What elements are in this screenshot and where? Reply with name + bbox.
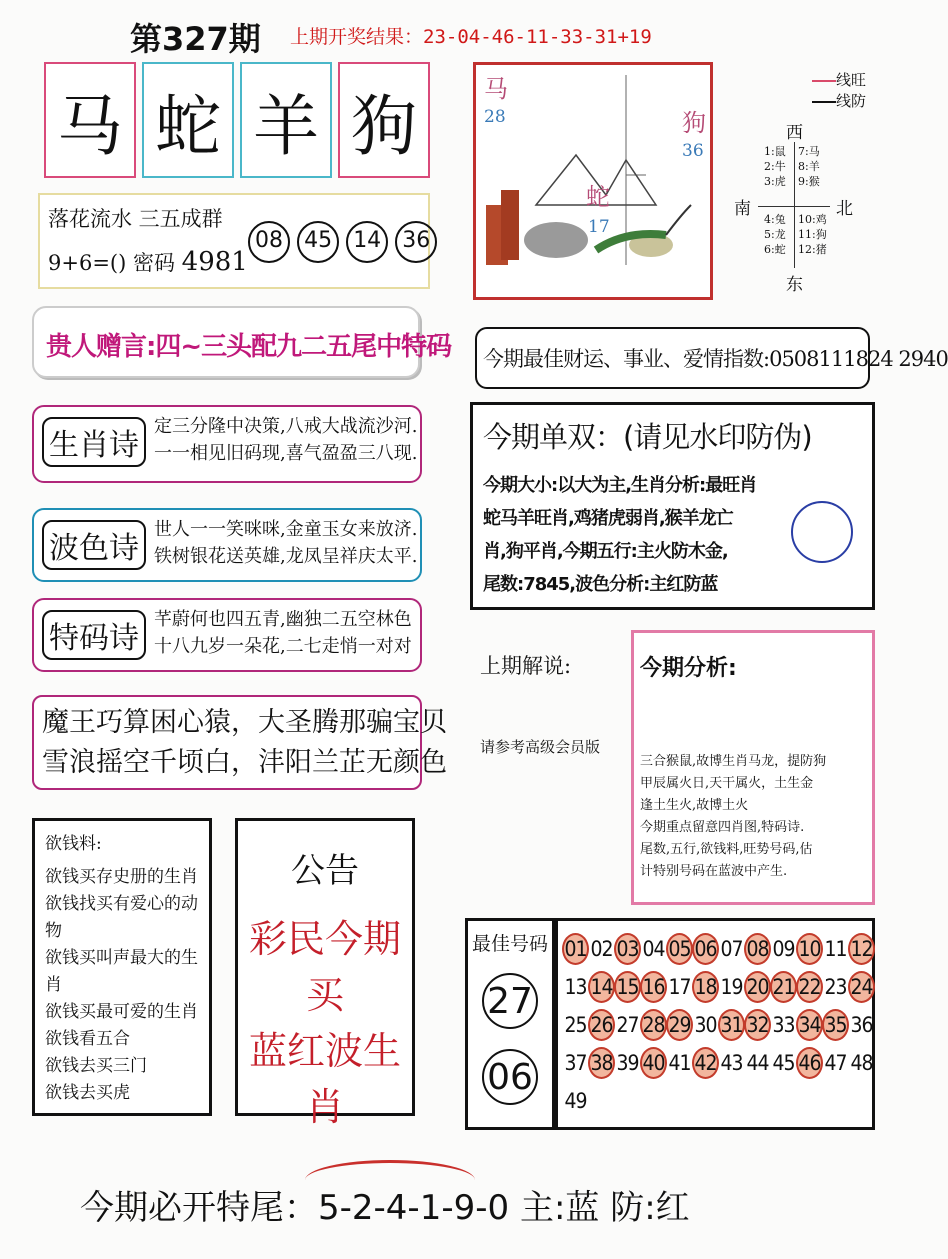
riddle-line-2: 9+6=() 密码	[48, 251, 175, 275]
riddle-number: 36	[395, 221, 437, 263]
money-item: 欲钱找买有爱心的动物	[45, 894, 198, 941]
tip-box	[32, 306, 452, 378]
last-explain-note: 请参考高级会员版	[480, 738, 601, 756]
grid-number: 15	[614, 971, 641, 1003]
grid-number: 30	[694, 1013, 717, 1037]
best-pick: 06	[482, 1049, 538, 1105]
grid-number: 03	[614, 933, 641, 965]
grid-number: 05	[666, 933, 693, 965]
money-item: 欲钱看五合	[45, 1029, 130, 1049]
poem-title: 生肖诗	[42, 417, 146, 467]
grid-number: 35	[822, 1009, 849, 1041]
grid-number: 18	[692, 971, 719, 1003]
grid-number: 07	[720, 937, 743, 961]
grid-number: 45	[772, 1051, 795, 1075]
money-item: 欲钱买存史册的生肖	[45, 867, 198, 887]
grid-number: 38	[588, 1047, 615, 1079]
poem-line: 铁树银花送英雄,龙凤呈祥庆太平.	[154, 546, 418, 567]
poem-title: 特码诗	[42, 610, 146, 660]
grid-number: 34	[796, 1009, 823, 1041]
grid-number: 13	[564, 975, 587, 999]
poem-title: 波色诗	[42, 520, 146, 570]
zodiac-box-2: 蛇	[142, 62, 234, 178]
riddle-box	[38, 193, 430, 289]
last-result: 上期开奖结果：23-04-46-11-33-31+19	[290, 26, 652, 48]
analysis-box	[631, 630, 875, 905]
zodiac-poem	[32, 405, 422, 483]
grid-number: 11	[824, 937, 847, 961]
compass-south: 南	[734, 199, 751, 219]
odd-even-title: 今期单双：(请见水印防伪)	[483, 420, 812, 454]
verse-line: 魔王巧算困心猿，大圣腾那骗宝贝	[42, 707, 447, 738]
odd-even-line: 今期大小:以大为主,生肖分析:最旺肖	[483, 475, 757, 496]
picture-she-num: 17	[588, 217, 610, 237]
money-item: 欲钱去买虎	[45, 1083, 130, 1103]
riddle-number: 45	[297, 221, 339, 263]
verse-box	[32, 695, 447, 790]
grid-number: 16	[640, 971, 667, 1003]
money-title: 欲钱料:	[45, 834, 102, 854]
fortune-label: 今期最佳财运、事业、爱情指数:	[483, 347, 770, 371]
compass-west: 西	[786, 123, 803, 143]
line-legend	[812, 70, 866, 112]
legend-fang: 线防	[836, 92, 867, 110]
grid-number: 29	[666, 1009, 693, 1041]
riddle-code: 4981	[181, 247, 248, 277]
verse-line: 雪浪摇空千顷白，沣阳兰芷无颜色	[42, 747, 447, 778]
analysis-line: 三合猴鼠,故博生肖马龙，提防狗	[640, 754, 827, 769]
picture-ma-num: 28	[484, 107, 506, 127]
tip-text: 贵人赠言:四~三头配九二五尾中特码	[46, 332, 452, 362]
grid-number: 39	[616, 1051, 639, 1075]
grid-number: 21	[770, 971, 797, 1003]
compass-east: 东	[786, 275, 803, 295]
odd-even-line: 尾数:7845,波色分析:主红防蓝	[483, 574, 718, 595]
grid-number: 32	[744, 1009, 771, 1041]
grid-number: 31	[718, 1009, 745, 1041]
grid-number: 12	[848, 933, 875, 965]
legend-wang: 线旺	[836, 71, 867, 89]
special-poem	[32, 598, 422, 672]
color-poem	[32, 508, 422, 582]
zodiac-box-4: 狗	[338, 62, 430, 178]
grid-number: 23	[824, 975, 847, 999]
analysis-line: 甲辰属火日,天干属火，土生金	[640, 776, 814, 791]
grid-number: 49	[564, 1089, 587, 1113]
grid-number: 08	[744, 933, 771, 965]
grid-number: 40	[640, 1047, 667, 1079]
grid-number: 22	[796, 971, 823, 1003]
best-picks-box	[465, 918, 555, 1130]
grid-number: 47	[824, 1051, 847, 1075]
picture-she: 蛇	[586, 183, 610, 211]
analysis-line: 尾数,五行,欲钱料,旺势号码,估	[640, 842, 813, 857]
compass-cells-left-bottom: 4:兔 5:龙 6:蛇	[764, 213, 786, 256]
grid-number: 24	[848, 971, 875, 1003]
grid-number: 28	[640, 1009, 667, 1041]
picture-gou: 狗	[682, 109, 706, 137]
compass	[730, 118, 860, 298]
grid-number: 01	[562, 933, 589, 965]
money-item: 欲钱买叫声最大的生肖	[45, 948, 198, 995]
picture-gou-num: 36	[682, 141, 704, 161]
riddle-number: 14	[346, 221, 388, 263]
last-explain-title: 上期解说:	[480, 654, 572, 678]
money-item: 欲钱去买三门	[45, 1056, 147, 1076]
grid-number: 04	[642, 937, 665, 961]
best-pick: 27	[482, 973, 538, 1029]
grid-number: 27	[616, 1013, 639, 1037]
best-label: 最佳号码	[472, 933, 549, 955]
poem-line: 一一相见旧码现,喜气盈盈三八现.	[154, 443, 418, 464]
analysis-title: 今期分析:	[640, 656, 737, 681]
poem-line: 十八九岁一朵花,二七走悄一对对	[154, 636, 412, 657]
notice-title: 公告	[291, 851, 359, 891]
compass-cells-right-bottom: 10:鸡 11:狗 12:猪	[798, 213, 827, 256]
compass-cells-left-top: 1:鼠 2:牛 3:虎	[764, 145, 786, 188]
money-item: 欲钱买最可爱的生肖	[45, 1002, 198, 1022]
analysis-line: 逢土生火,故博土火	[640, 798, 749, 813]
grid-number: 26	[588, 1009, 615, 1041]
grid-number: 33	[772, 1013, 795, 1037]
analysis-line: 计特别号码在蓝波中产生.	[640, 864, 788, 879]
grid-number: 17	[668, 975, 691, 999]
grid-number: 02	[590, 937, 613, 961]
fortune-value: 0508111824 2940	[769, 347, 948, 371]
picture-ma: 马	[484, 75, 508, 103]
grid-number: 41	[668, 1051, 691, 1075]
grid-number: 44	[746, 1051, 769, 1075]
grid-number: 09	[772, 937, 795, 961]
footer-special-tail: 今期必开特尾：5-2-4-1-9-0 主:蓝 防:红	[80, 1188, 690, 1228]
notice-box	[235, 818, 415, 1129]
zodiac-box-1: 马	[44, 62, 136, 178]
grid-number: 46	[796, 1047, 823, 1079]
odd-even-line: 肖,狗平肖,今期五行:主火防木金,	[483, 541, 728, 562]
poem-line: 定三分隆中决策,八戒大战流沙河.	[154, 416, 418, 437]
grid-number: 06	[692, 933, 719, 965]
grid-number: 42	[692, 1047, 719, 1079]
odd-even-box	[470, 402, 875, 610]
riddle-numbers	[248, 221, 439, 263]
grid-number: 36	[850, 1013, 873, 1037]
grid-number: 48	[850, 1051, 873, 1075]
grid-number: 37	[564, 1051, 587, 1075]
compass-north: 北	[836, 199, 853, 219]
grid-number: 25	[564, 1013, 587, 1037]
poem-line: 世人一一笑咪咪,金童玉女来放济.	[154, 519, 418, 540]
watermark-stamp	[791, 501, 853, 563]
zodiac-box-3: 羊	[240, 62, 332, 178]
grid-number: 19	[720, 975, 743, 999]
money-box	[32, 818, 212, 1116]
issue-number: 第327期	[130, 20, 261, 58]
notice-lines	[238, 911, 412, 1135]
grid-number: 10	[796, 933, 823, 965]
zodiac-picture	[473, 62, 713, 300]
riddle-number: 08	[248, 221, 290, 263]
grid-number: 43	[720, 1051, 743, 1075]
grid-number: 14	[588, 971, 615, 1003]
number-grid	[555, 918, 875, 1130]
poem-line: 芊蔚何也四五青,幽独二五空林色	[154, 609, 412, 630]
odd-even-line: 蛇马羊旺肖,鸡猪虎弱肖,猴羊龙亡	[483, 508, 733, 529]
notice-line: 彩民今期买	[248, 917, 401, 1017]
analysis-line: 今期重点留意四肖图,特码诗.	[640, 820, 805, 835]
compass-cells-right-top: 7:马 8:羊 9:猴	[798, 145, 820, 188]
notice-line: 蓝红波生肖	[248, 1029, 401, 1129]
fortune-box	[475, 327, 948, 389]
grid-number: 20	[744, 971, 771, 1003]
riddle-line-1: 落花流水 三五成群	[48, 207, 223, 231]
